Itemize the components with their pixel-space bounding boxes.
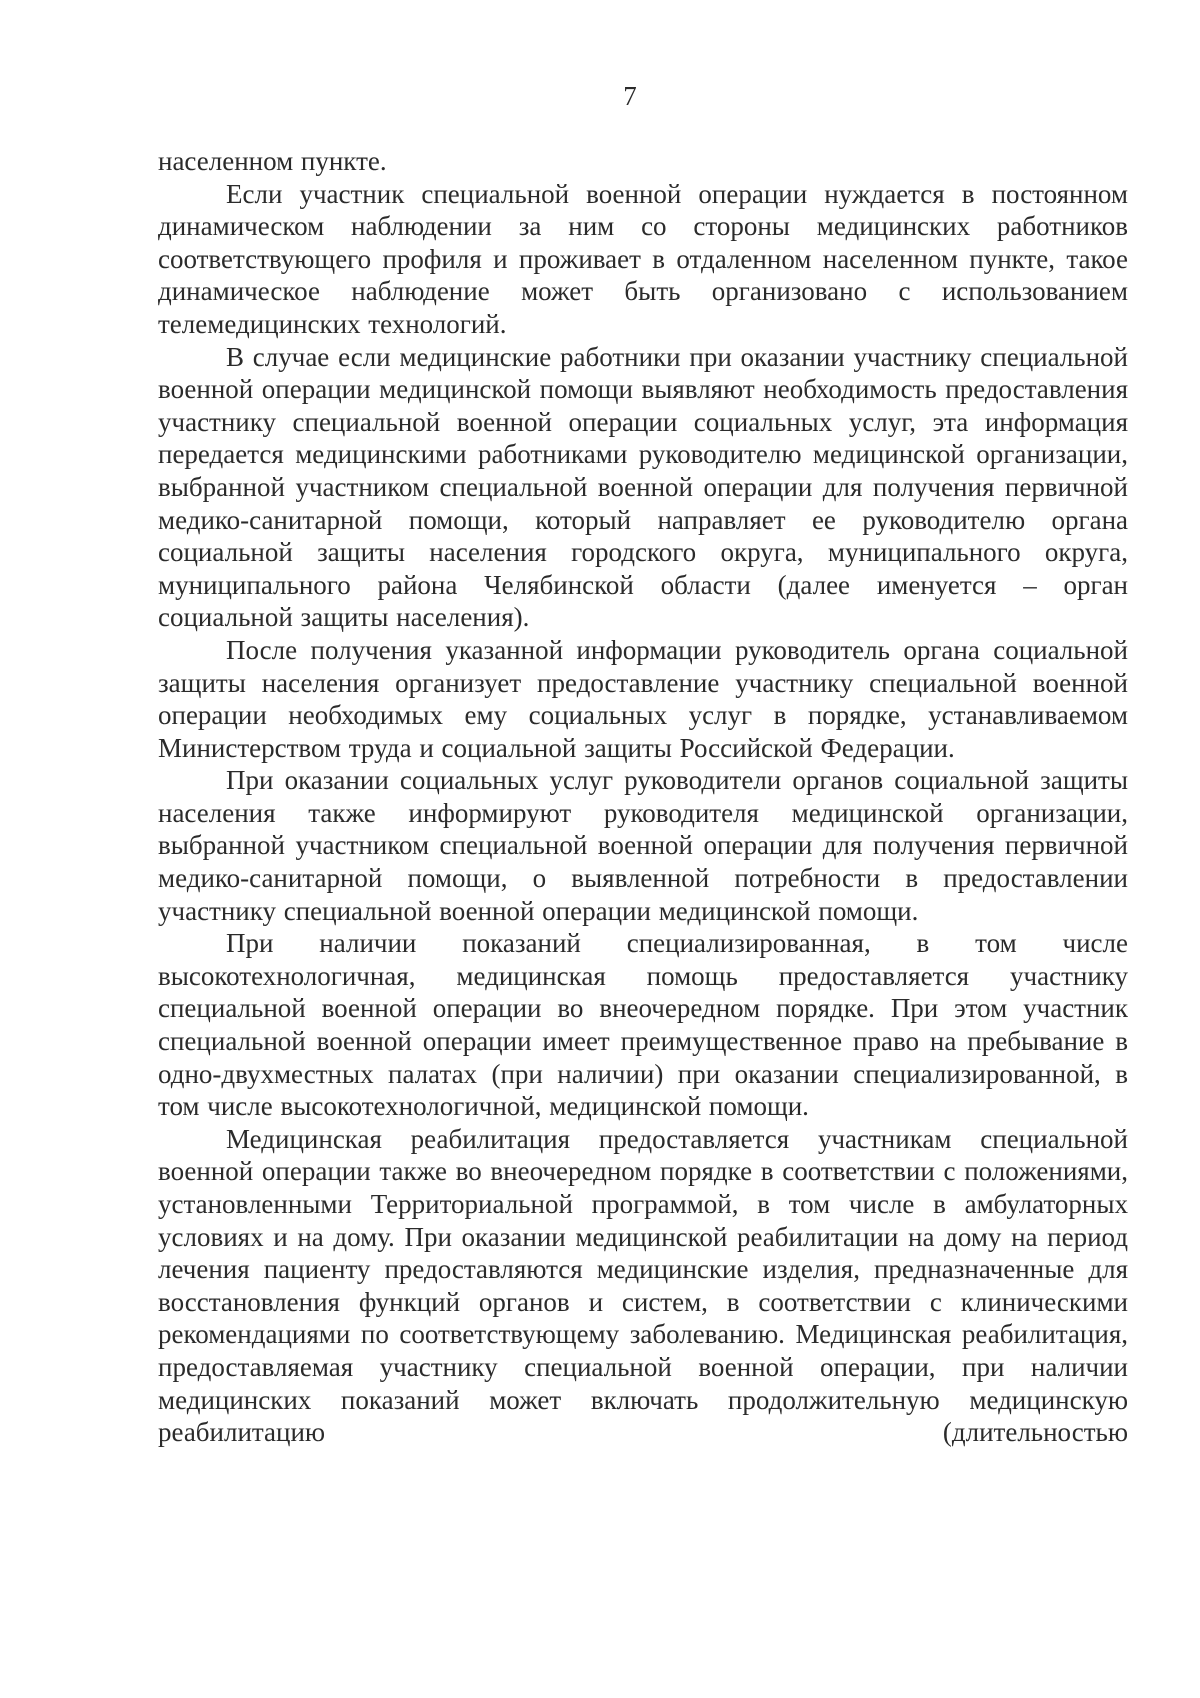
paragraph-continuation: населенном пункте. <box>158 146 387 176</box>
page-number: 7 <box>623 81 637 111</box>
paragraph-specialized-care: При наличии показаний специализированная, в том числе высокотехнологичная, медицинская помощь предоставляется участнику специальной военной операции во внеочередном порядке. При этом участник специальной военной операции имеет преимущественное право на пребывание в одно-двухместных палатах (при наличии) при оказании специализированной, в том числе высокотехнологичной, медицинской помощи. <box>158 928 1128 1122</box>
paragraph-social-services-provision: После получения указанной информации руководитель органа социальной защиты населения организует предоставление участнику специальной военной операции необходимых ему социальных услуг в порядке, устанавливаемом Министерством труда и социальной защиты Российской Федерации. <box>158 634 1128 763</box>
paragraph-rehabilitation: Медицинская реабилитация предоставляется участникам специальной военной операции также во внеочередном порядке в соответствии с положениями, установленными Территориальной программой, в том числе в амбулаторных условиях и на дому. При оказании медицинской реабилитации на дому на период лечения пациенту предоставляются медицинские изделия, предназначенные для восстановления функций органов и систем, в соответствии с клиническими рекомендациями по соответствующему заболеванию. Медицинская реабилитация, предоставляемая участнику специальной военной операции, при наличии медицинских показаний может включать продолжительную медицинскую реабилитацию (длительностью <box>158 1123 1128 1448</box>
paragraph-social-services-referral: В случае если медицинские работники при оказании участнику специальной военной операции медицинской помощи выявляют необходимость предоставления участнику специальной военной операции социальных услуг, эта информация передается медицинскими работниками руководителю медицинской организации, выбранной участником специальной военной операции для получения первичной медико-санитарной помощи, который направляет ее руководителю органа социальной защиты населения городского округа, муниципального округа, муниципального района Челябинской области (далее именуется – орган социальной защиты населения). <box>158 341 1128 633</box>
paragraph-medical-need-notification: При оказании социальных услуг руководители органов социальной защиты населения также информируют руководителя медицинской организации, выбранной участником специальной военной операции для получения первичной медико-санитарной помощи, о выявленной потребности в предоставлении участнику специальной военной операции медицинской помощи. <box>158 765 1128 926</box>
document-body <box>158 145 1128 1449</box>
paragraph-telemedicine: Если участник специальной военной операции нуждается в постоянном динамическом наблюдении за ним со стороны медицинских работников соответствующего профиля и проживает в отдаленном населенном пункте, такое динамическое наблюдение может быть организовано с использованием телемедицинских технологий. <box>158 178 1128 339</box>
